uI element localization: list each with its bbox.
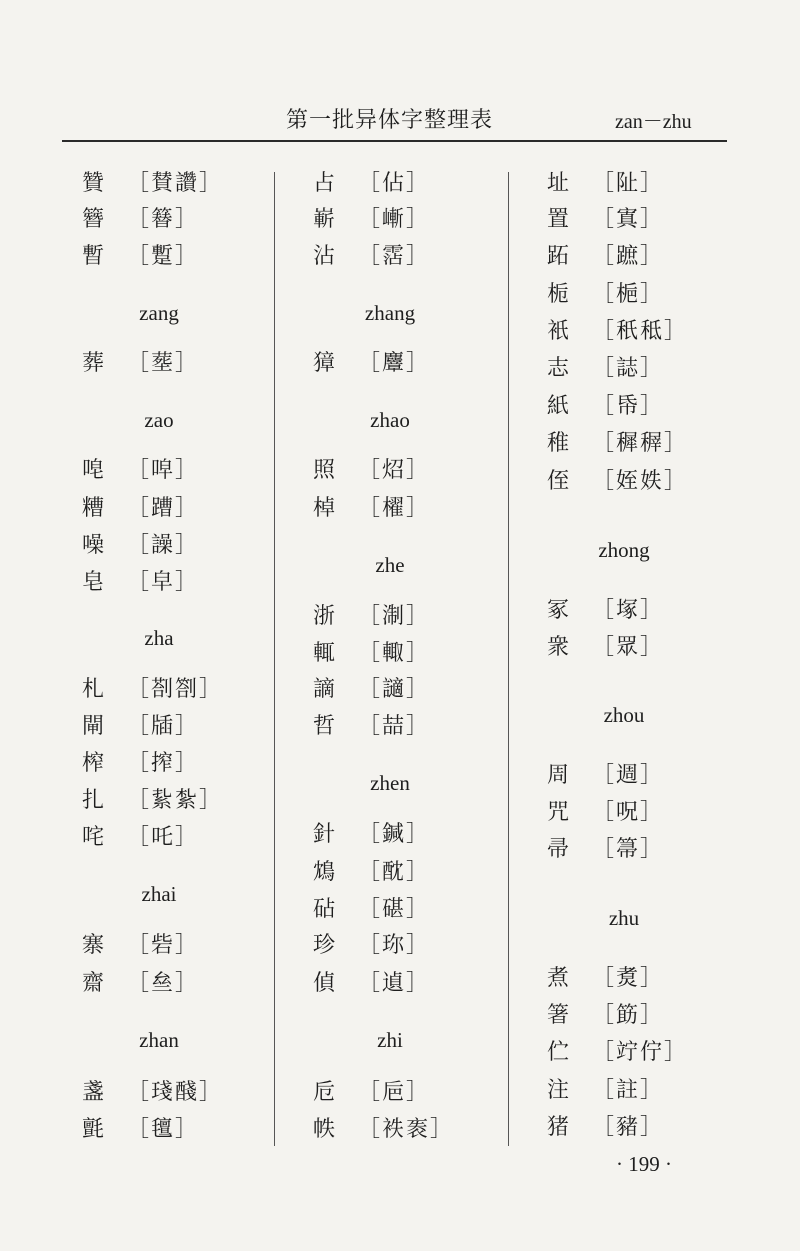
entry-row (82, 346, 199, 382)
standard-character: 冢 (547, 598, 570, 623)
variant-characters: ［牐］ (127, 714, 200, 739)
variant-characters: ［嶃］ (358, 207, 431, 232)
standard-character: 扎 (82, 788, 105, 813)
variant-characters: ［穉稺］ (592, 431, 689, 456)
entry-row (313, 1112, 454, 1148)
standard-character: 衆 (547, 635, 570, 660)
variant-characters: ［櫂］ (358, 496, 431, 521)
entry-row (547, 314, 688, 350)
standard-character: 猪 (547, 1115, 570, 1140)
entry-row (82, 928, 199, 964)
variant-characters: ［塟］ (127, 351, 200, 376)
pinyin-heading: zang (139, 301, 179, 325)
variant-characters: ［寘］ (592, 207, 665, 232)
variant-characters: ［蹧］ (127, 496, 200, 521)
entry-row (82, 239, 199, 275)
entry-row (82, 202, 199, 238)
entry-row (547, 630, 664, 666)
entry-row (547, 426, 688, 462)
entry-row (547, 277, 664, 313)
variant-characters: ［秖秪］ (592, 319, 689, 344)
pinyin-heading: zhong (598, 538, 650, 562)
standard-character: 稚 (547, 431, 570, 456)
standard-character: 周 (547, 763, 570, 788)
standard-character: 沾 (313, 244, 336, 269)
entry-row (313, 928, 430, 964)
pinyin-heading: zhu (608, 906, 640, 930)
variant-characters: ［紥紮］ (127, 788, 224, 813)
pinyin-heading: zhan (139, 1028, 179, 1052)
entry-row (82, 966, 199, 1002)
pinyin-heading: zhao (370, 408, 410, 432)
entry-row (313, 966, 430, 1002)
variant-characters: ［煑］ (592, 966, 665, 991)
variant-characters: ［筯］ (592, 1003, 665, 1028)
standard-character: 噪 (82, 533, 105, 558)
entry-row (82, 746, 199, 782)
standard-character: 志 (547, 356, 570, 381)
variant-characters: ［豬］ (592, 1115, 665, 1140)
entry-row (82, 491, 199, 527)
standard-character: 卮 (313, 1080, 336, 1105)
entry-row (82, 1112, 199, 1148)
standard-character: 占 (313, 171, 336, 196)
standard-character: 置 (547, 207, 570, 232)
column-divider-2 (508, 172, 509, 1146)
variant-characters: ［搾］ (127, 751, 200, 776)
entry-row (547, 593, 664, 629)
standard-character: 葬 (82, 351, 105, 376)
variant-characters: ［讁］ (358, 677, 431, 702)
entry-row (313, 453, 430, 489)
entry-row (547, 239, 664, 275)
page-number: · 199 · (616, 1152, 672, 1176)
variant-characters: ［週］ (592, 763, 665, 788)
entry-row (547, 389, 664, 425)
entry-row (547, 464, 688, 500)
standard-character: 札 (82, 677, 105, 702)
standard-character: 咒 (547, 800, 570, 825)
pinyin-range: zan－zhu (615, 111, 692, 133)
standard-character: 伫 (547, 1040, 570, 1065)
entry-row (547, 1110, 664, 1146)
variant-characters: ［眾］ (592, 635, 665, 660)
standard-character: 衹 (547, 319, 570, 344)
standard-character: 注 (547, 1078, 570, 1103)
variant-characters: ［珎］ (358, 933, 431, 958)
variant-characters: ［亝］ (127, 971, 200, 996)
standard-character: 紙 (547, 394, 570, 419)
entry-row (313, 202, 430, 238)
pinyin-heading: zao (144, 408, 174, 432)
variant-characters: ［譟］ (127, 533, 200, 558)
variant-characters: ［竚佇］ (592, 1040, 689, 1065)
variant-characters: ［誌］ (592, 356, 665, 381)
standard-character: 浙 (313, 604, 336, 629)
pinyin-heading: zhai (141, 882, 177, 906)
variant-characters: ［遉］ (358, 971, 431, 996)
variant-characters: ［吒］ (127, 825, 200, 850)
entry-row (82, 783, 223, 819)
variant-characters: ［塚］ (592, 598, 665, 623)
standard-character: 盞 (82, 1080, 105, 1105)
variant-characters: ［箒］ (592, 837, 665, 862)
variant-characters: ［註］ (592, 1078, 665, 1103)
entry-row (313, 709, 430, 745)
variant-characters: ［酖］ (358, 860, 431, 885)
entry-row (313, 599, 430, 635)
standard-character: 皂 (82, 570, 105, 595)
standard-character: 輒 (313, 641, 336, 666)
standard-character: 珍 (313, 933, 336, 958)
variant-characters: ［琖醆］ (127, 1080, 224, 1105)
entry-row (82, 709, 199, 745)
variant-characters: ［呪］ (592, 800, 665, 825)
column-divider-1 (274, 172, 275, 1146)
entry-row (82, 565, 199, 601)
entry-row (313, 239, 430, 275)
page-title: 第一批异体字整理表 (286, 108, 494, 133)
standard-character: 寨 (82, 933, 105, 958)
standard-character: 糟 (82, 496, 105, 521)
standard-character: 閘 (82, 714, 105, 739)
entry-row (313, 855, 430, 891)
standard-character: 偵 (313, 971, 336, 996)
standard-character: 鴆 (313, 860, 336, 885)
standard-character: 贊 (82, 171, 105, 196)
standard-character: 煮 (547, 966, 570, 991)
standard-character: 唣 (82, 458, 105, 483)
variant-characters: ［賛讚］ (127, 171, 224, 196)
entry-row (313, 491, 430, 527)
standard-character: 獐 (313, 351, 336, 376)
variant-characters: ［霑］ (358, 244, 431, 269)
entry-row (547, 832, 664, 868)
variant-characters: ［炤］ (358, 458, 431, 483)
entry-row (547, 758, 664, 794)
variant-characters: ［淛］ (358, 604, 431, 629)
pinyin-heading: zha (144, 626, 174, 650)
entry-row (82, 166, 223, 202)
variant-characters: ［姪妷］ (592, 469, 689, 494)
variant-characters: ［簮］ (127, 207, 200, 232)
entry-row (547, 166, 664, 202)
entry-row (82, 672, 223, 708)
entry-row (313, 672, 430, 708)
standard-character: 嶄 (313, 207, 336, 232)
entry-row (82, 1075, 223, 1111)
entry-row (82, 820, 199, 856)
entry-row (313, 346, 430, 382)
variant-characters: ［佔］ (358, 171, 431, 196)
standard-character: 砧 (313, 897, 336, 922)
entry-row (313, 1075, 430, 1111)
entry-row (547, 202, 664, 238)
standard-character: 齋 (82, 971, 105, 996)
variant-characters: ［阯］ (592, 171, 665, 196)
variant-characters: ［鍼］ (358, 822, 431, 847)
entry-row (313, 817, 430, 853)
standard-character: 棹 (313, 496, 336, 521)
entry-row (82, 528, 199, 564)
standard-character: 帚 (547, 837, 570, 862)
standard-character: 侄 (547, 469, 570, 494)
standard-character: 箸 (547, 1003, 570, 1028)
standard-character: 簪 (82, 207, 105, 232)
entry-row (547, 795, 664, 831)
entry-row (547, 1035, 688, 1071)
pinyin-heading: zhang (364, 301, 416, 325)
entry-row (313, 636, 430, 672)
variant-characters: ［袟袠］ (358, 1117, 455, 1142)
header-rule (62, 140, 727, 142)
entry-row (82, 453, 199, 489)
entry-row (547, 351, 664, 387)
standard-character: 哲 (313, 714, 336, 739)
standard-character: 址 (547, 171, 570, 196)
pinyin-heading: zhou (603, 703, 645, 727)
variant-characters: ［喆］ (358, 714, 431, 739)
variant-characters: ［皁］ (127, 570, 200, 595)
pinyin-heading: zhe (375, 553, 405, 577)
entry-row (313, 892, 430, 928)
entry-row (547, 961, 664, 997)
variant-characters: ［麞］ (358, 351, 431, 376)
variant-characters: ［梔］ (592, 282, 665, 307)
variant-characters: ［帋］ (592, 394, 665, 419)
standard-character: 榨 (82, 751, 105, 776)
standard-character: 咤 (82, 825, 105, 850)
entry-row (313, 166, 430, 202)
variant-characters: ［氊］ (127, 1117, 200, 1142)
pinyin-heading: zhi (377, 1028, 403, 1052)
variant-characters: ［蹠］ (592, 244, 665, 269)
standard-character: 栀 (547, 282, 570, 307)
entry-row (547, 1073, 664, 1109)
standard-character: 照 (313, 458, 336, 483)
variant-characters: ［唕］ (127, 458, 200, 483)
standard-character: 謫 (313, 677, 336, 702)
standard-character: 針 (313, 822, 336, 847)
standard-character: 暫 (82, 244, 105, 269)
standard-character: 跖 (547, 244, 570, 269)
standard-character: 帙 (313, 1117, 336, 1142)
variant-characters: ［蹔］ (127, 244, 200, 269)
variant-characters: ［剳劄］ (127, 677, 224, 702)
standard-character: 氈 (82, 1117, 105, 1142)
variant-characters: ［碪］ (358, 897, 431, 922)
variant-characters: ［輙］ (358, 641, 431, 666)
pinyin-heading: zhen (370, 771, 410, 795)
variant-characters: ［砦］ (127, 933, 200, 958)
entry-row (547, 998, 664, 1034)
variant-characters: ［巵］ (358, 1080, 431, 1105)
